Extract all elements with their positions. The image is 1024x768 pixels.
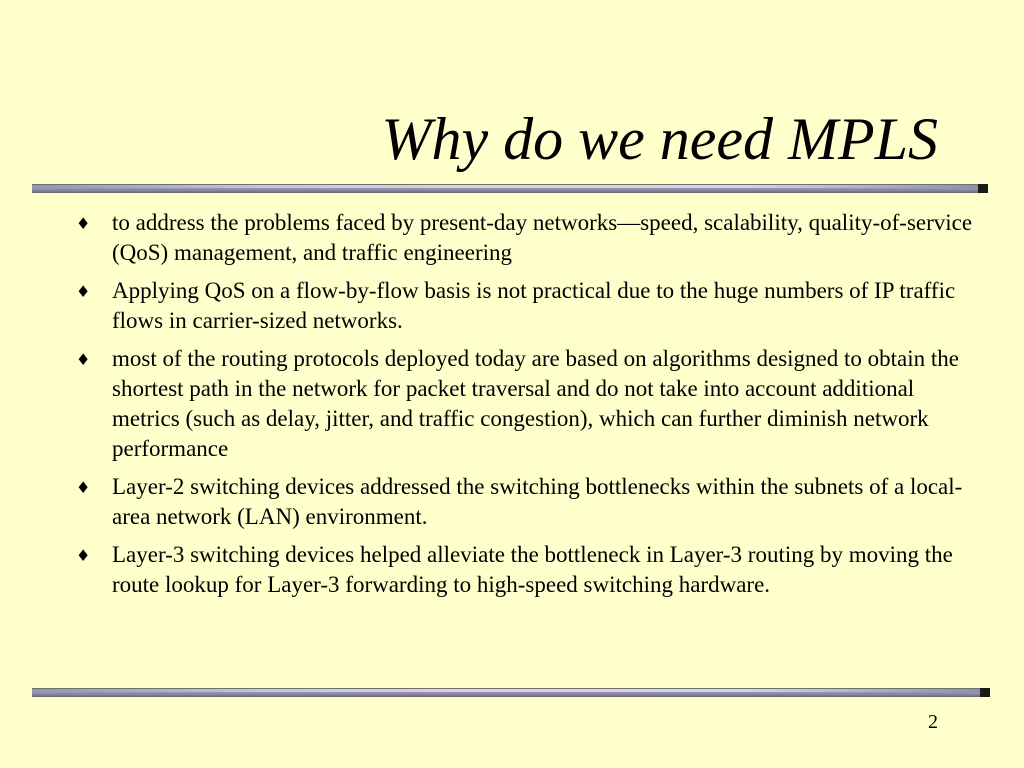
diamond-bullet-icon: ♦ (76, 350, 91, 369)
title-divider (32, 184, 988, 193)
diamond-bullet-icon: ♦ (76, 478, 91, 497)
footer-divider-cap (980, 688, 990, 697)
bullet-item (76, 344, 976, 464)
diamond-bullet-icon: ♦ (76, 214, 91, 233)
footer-divider (32, 688, 990, 697)
bullet-text: Layer-2 switching devices addressed the switching bottlenecks within the subnets of a local-area network (LAN) environment. (112, 474, 963, 529)
diamond-bullet-icon: ♦ (76, 546, 91, 565)
bullet-item (76, 276, 976, 336)
bullet-text: Layer-3 switching devices helped alleviate the bottleneck in Layer-3 routing by moving the route lookup for Layer-3 forwarding to high-speed switching hardware. (112, 542, 953, 597)
bullet-item (76, 540, 976, 600)
bullet-list (76, 208, 976, 608)
bullet-text: most of the routing protocols deployed today are based on algorithms designed to obtain the shortest path in the network for packet traversal and do not take into account additional metrics (such as delay, jitter, and traffic congestion), which can further diminish network performance (112, 346, 959, 461)
title-divider-cap (978, 184, 988, 193)
bullet-text: Applying QoS on a flow-by-flow basis is not practical due to the huge numbers of IP traffic flows in carrier-sized networks. (112, 278, 956, 333)
slide-title: Why do we need MPLS (381, 106, 938, 172)
diamond-bullet-icon: ♦ (76, 282, 91, 301)
footer-divider-bar (32, 689, 980, 696)
bullet-item (76, 208, 976, 268)
page-number: 2 (928, 711, 938, 733)
title-divider-bar (32, 185, 978, 192)
bullet-text: to address the problems faced by present-day networks—speed, scalability, quality-of-service (QoS) management, and traffic engineering (112, 210, 973, 265)
bullet-item (76, 472, 976, 532)
